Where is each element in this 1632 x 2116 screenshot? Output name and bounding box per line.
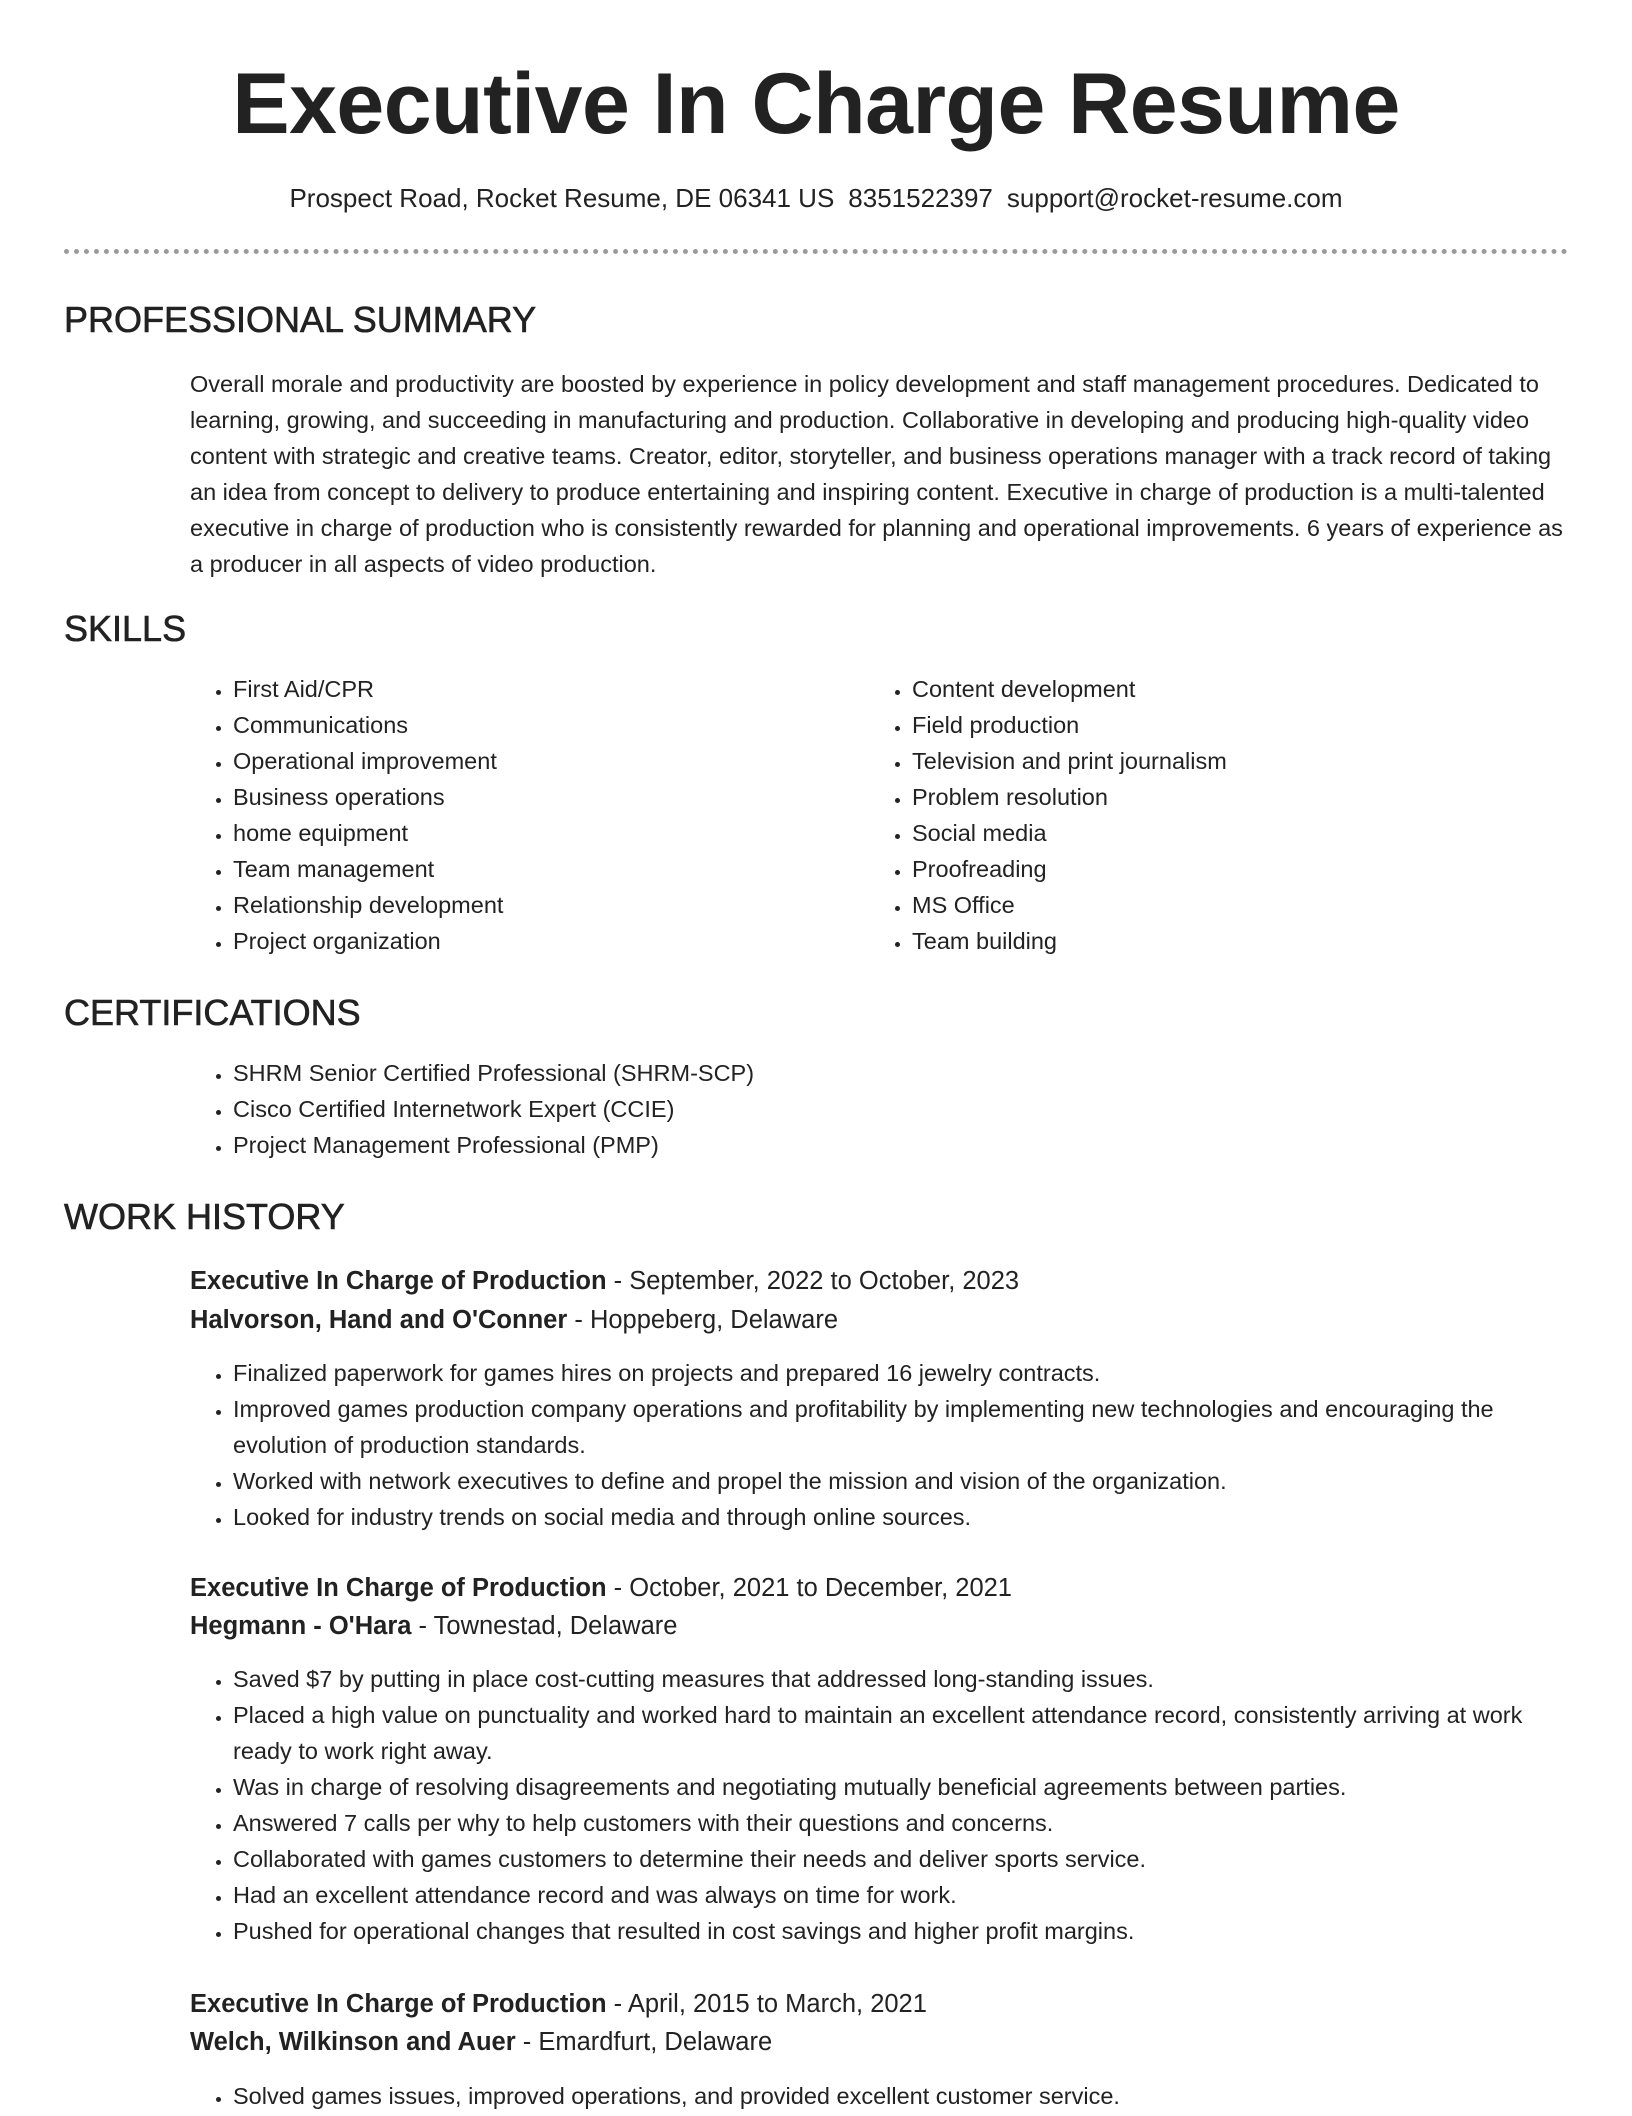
job-company-line: [190, 2023, 772, 2061]
certifications-heading: CERTIFICATIONS: [64, 992, 361, 1033]
summary-text: Overall morale and productivity are boosted by experience in policy development and staff management procedures. Dedicated to learning, growing, and succeeding in manufacturing and production. Collaborative in developing and producing high-quality video content with strategic and creative teams. Creator, editor, storyteller, and business operations manager with a track record of taking an idea from concept to delivery to produce entertaining and inspiring content. Executive in charge of production is a multi-talented executive in charge of production who is consistently rewarded for planning and operational improvements. 6 years of experience as a producer in all aspects of video production.: [190, 371, 1563, 577]
list-item: • Project organization: [233, 923, 853, 959]
job-bullets: [189, 1661, 1582, 1949]
job-bullets: [189, 2078, 1582, 2114]
list-item: • Worked with network executives to define and propel the mission and vision of the organization.: [233, 1463, 1582, 1499]
list-item: • Team building: [912, 923, 1572, 959]
list-item: • Collaborated with games customers to determine their needs and deliver sports service.: [233, 1841, 1582, 1877]
job-location: - Townestad, Delaware: [411, 1612, 678, 1640]
list-item: • Improved games production company operations and profitability by implementing new technologies and encouraging the evolution of production standards.: [233, 1391, 1582, 1463]
list-item: • Was in charge of resolving disagreements and negotiating mutually beneficial agreements between parties.: [233, 1769, 1582, 1805]
job-location: - Hoppeberg, Delaware: [567, 1306, 839, 1334]
skills-heading: SKILLS: [64, 608, 187, 649]
job-company: Welch, Wilkinson and Auer: [190, 2028, 516, 2056]
list-item: • Pushed for operational changes that resulted in cost savings and higher profit margins.: [233, 1913, 1582, 1949]
job-bullets: [189, 1355, 1582, 1535]
list-item: • Looked for industry trends on social media and through online sources.: [233, 1499, 1582, 1535]
list-item: • Content development: [912, 671, 1572, 707]
job-company-line: [190, 1607, 677, 1645]
job-title: Executive In Charge of Production: [190, 1574, 607, 1602]
skills-list-right: [868, 671, 1572, 959]
list-item: • Answered 7 calls per why to help customers with their questions and concerns.: [233, 1805, 1582, 1841]
job-dates: - September, 2022 to October, 2023: [606, 1267, 1020, 1295]
list-item: • home equipment: [233, 815, 853, 851]
contact-phone: 8351522397: [848, 183, 993, 213]
job-title: Executive In Charge of Production: [190, 1990, 607, 2018]
job-company: Halvorson, Hand and O'Conner: [190, 1306, 568, 1334]
list-item: • Field production: [912, 707, 1572, 743]
job-company-line: [190, 1301, 838, 1339]
list-item: • Communications: [233, 707, 853, 743]
skills-list-left: [189, 671, 853, 959]
job-dates: - October, 2021 to December, 2021: [606, 1574, 1012, 1602]
contact-line: [0, 180, 1632, 216]
list-item: • Social media: [912, 815, 1572, 851]
list-item: • Television and print journalism: [912, 743, 1572, 779]
work-history-heading: WORK HISTORY: [64, 1196, 345, 1237]
resume-title: Executive In Charge Resume: [232, 56, 1400, 152]
list-item: • Had an excellent attendance record and was always on time for work.: [233, 1877, 1582, 1913]
contact-email: support@rocket-resume.com: [1006, 183, 1343, 213]
list-item: • Solved games issues, improved operations, and provided excellent customer service.: [233, 2078, 1582, 2114]
job-location: - Emardfurt, Delaware: [515, 2028, 773, 2056]
list-item: • Saved $7 by putting in place cost-cutting measures that addressed long-standing issues.: [233, 1661, 1582, 1697]
list-item: • MS Office: [912, 887, 1572, 923]
list-item: • Finalized paperwork for games hires on projects and prepared 16 jewelry contracts.: [233, 1355, 1582, 1391]
certifications-list: [189, 1055, 1573, 1163]
list-item: • Project Management Professional (PMP): [233, 1127, 1573, 1163]
job-dates: - April, 2015 to March, 2021: [606, 1990, 927, 2018]
list-item: • SHRM Senior Certified Professional (SHRM-SCP): [233, 1055, 1573, 1091]
list-item: • Relationship development: [233, 887, 853, 923]
job-company: Hegmann - O'Hara: [190, 1612, 412, 1640]
list-item: • First Aid/CPR: [233, 671, 853, 707]
list-item: • Business operations: [233, 779, 853, 815]
job-title-line: [190, 1985, 927, 2023]
contact-address: Prospect Road, Rocket Resume, DE 06341 US: [289, 183, 835, 213]
job-title: Executive In Charge of Production: [190, 1267, 607, 1295]
list-item: • Team management: [233, 851, 853, 887]
list-item: • Placed a high value on punctuality and worked hard to maintain an excellent attendance record, consistently arriving at work ready to work right away.: [233, 1697, 1582, 1769]
header-divider: [64, 249, 1568, 254]
list-item: • Problem resolution: [912, 779, 1572, 815]
list-item: • Cisco Certified Internetwork Expert (CCIE): [233, 1091, 1573, 1127]
job-title-line: [190, 1262, 1019, 1300]
list-item: • Operational improvement: [233, 743, 853, 779]
job-title-line: [190, 1569, 1012, 1607]
list-item: • Proofreading: [912, 851, 1572, 887]
summary-heading: PROFESSIONAL SUMMARY: [64, 299, 537, 340]
